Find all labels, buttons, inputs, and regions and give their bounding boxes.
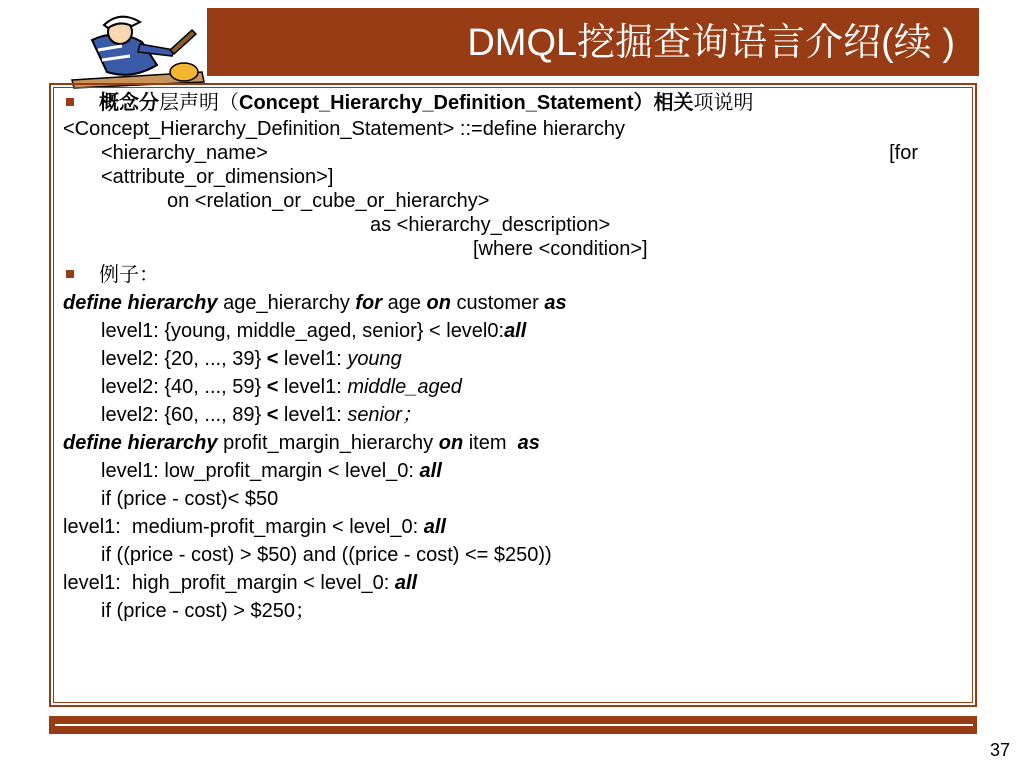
heading-keyword: Concept_Hierarchy_Definition_Statement: [239, 92, 634, 114]
code-text: level1: high_profit_margin < level_0:: [63, 572, 395, 594]
example-line: [63, 345, 968, 373]
code-text: customer: [450, 292, 545, 314]
example-line: [63, 401, 968, 429]
example-line: [63, 429, 968, 457]
code-text: level1: low_profit_margin < level_0:: [101, 460, 420, 482]
code-text: senior；: [347, 404, 422, 426]
code-text: age_hierarchy: [217, 292, 356, 314]
keyword: all: [394, 572, 418, 594]
keyword: for: [355, 292, 383, 314]
code-text: level2: {20, ..., 39}: [101, 348, 267, 370]
code-text: level2: {40, ..., 59}: [101, 376, 267, 398]
keyword: on: [438, 432, 464, 454]
bullet-icon: [66, 98, 74, 106]
code-text: level2: {60, ..., 89}: [101, 404, 267, 426]
syntax-line: <attribute_or_dimension>]: [101, 166, 334, 188]
syntax-line: <Concept_Hierarchy_Definition_Statement> ::=define hierarchy: [63, 118, 625, 140]
syntax-line: as <hierarchy_description>: [370, 214, 611, 236]
slide-title: DMQL挖掘查询语言介绍(续 ): [467, 22, 955, 64]
keyword: all: [504, 320, 527, 342]
heading-text: 例子：: [99, 264, 159, 286]
example-line: [63, 569, 968, 597]
syntax-line: [63, 141, 968, 165]
example-line: [63, 289, 968, 317]
code-text: level1:: [278, 404, 348, 426]
code-text: level1:: [278, 376, 348, 398]
example-line: [63, 513, 968, 541]
keyword: define hierarchy: [63, 292, 218, 314]
syntax-line: on <relation_or_cube_or_hierarchy>: [167, 190, 490, 212]
syntax-text: [for: [889, 142, 918, 164]
example-line: if (price - cost) > $250；: [101, 600, 315, 622]
code-text: level1: {young, middle_aged, senior} < level0:: [101, 320, 505, 342]
code-text: age: [382, 292, 427, 314]
bottom-divider: [55, 724, 973, 726]
example-line: if (price - cost)< $50: [101, 488, 279, 510]
logo-icon: [62, 10, 207, 90]
heading-text: 层声明（: [159, 92, 239, 114]
code-text: <: [266, 404, 279, 426]
bullet-concept-hierarchy: [63, 89, 968, 117]
title-bar: [207, 8, 979, 76]
heading-text: ）相关: [633, 92, 694, 114]
code-text: <: [266, 376, 279, 398]
code-text: item: [463, 432, 518, 454]
code-text: level1: medium-profit_margin < level_0:: [63, 516, 424, 538]
heading-text: 项说明: [693, 92, 754, 114]
keyword: all: [423, 516, 446, 538]
example-line: if ((price - cost) > $50) and ((price - cost) <= $250)): [101, 544, 552, 566]
code-text: <: [266, 348, 279, 370]
slide-content: [63, 89, 968, 625]
keyword: all: [419, 460, 442, 482]
example-line: [63, 317, 968, 345]
page-number: 37: [989, 740, 1010, 760]
heading-text: 概念分: [99, 92, 159, 114]
example-line: [63, 373, 968, 401]
code-text: young: [347, 348, 402, 370]
example-line: [63, 457, 968, 485]
keyword: on: [426, 292, 451, 314]
code-text: level1:: [278, 348, 348, 370]
bullet-example: [63, 261, 968, 289]
code-text: profit_margin_hierarchy: [217, 432, 439, 454]
keyword: define hierarchy: [63, 432, 218, 454]
bullet-icon: [66, 270, 74, 278]
keyword: as: [544, 292, 567, 314]
syntax-text: <hierarchy_name>: [101, 142, 268, 164]
keyword: as: [517, 432, 540, 454]
code-text: middle_aged: [347, 376, 462, 398]
syntax-line: [where <condition>]: [473, 238, 648, 260]
